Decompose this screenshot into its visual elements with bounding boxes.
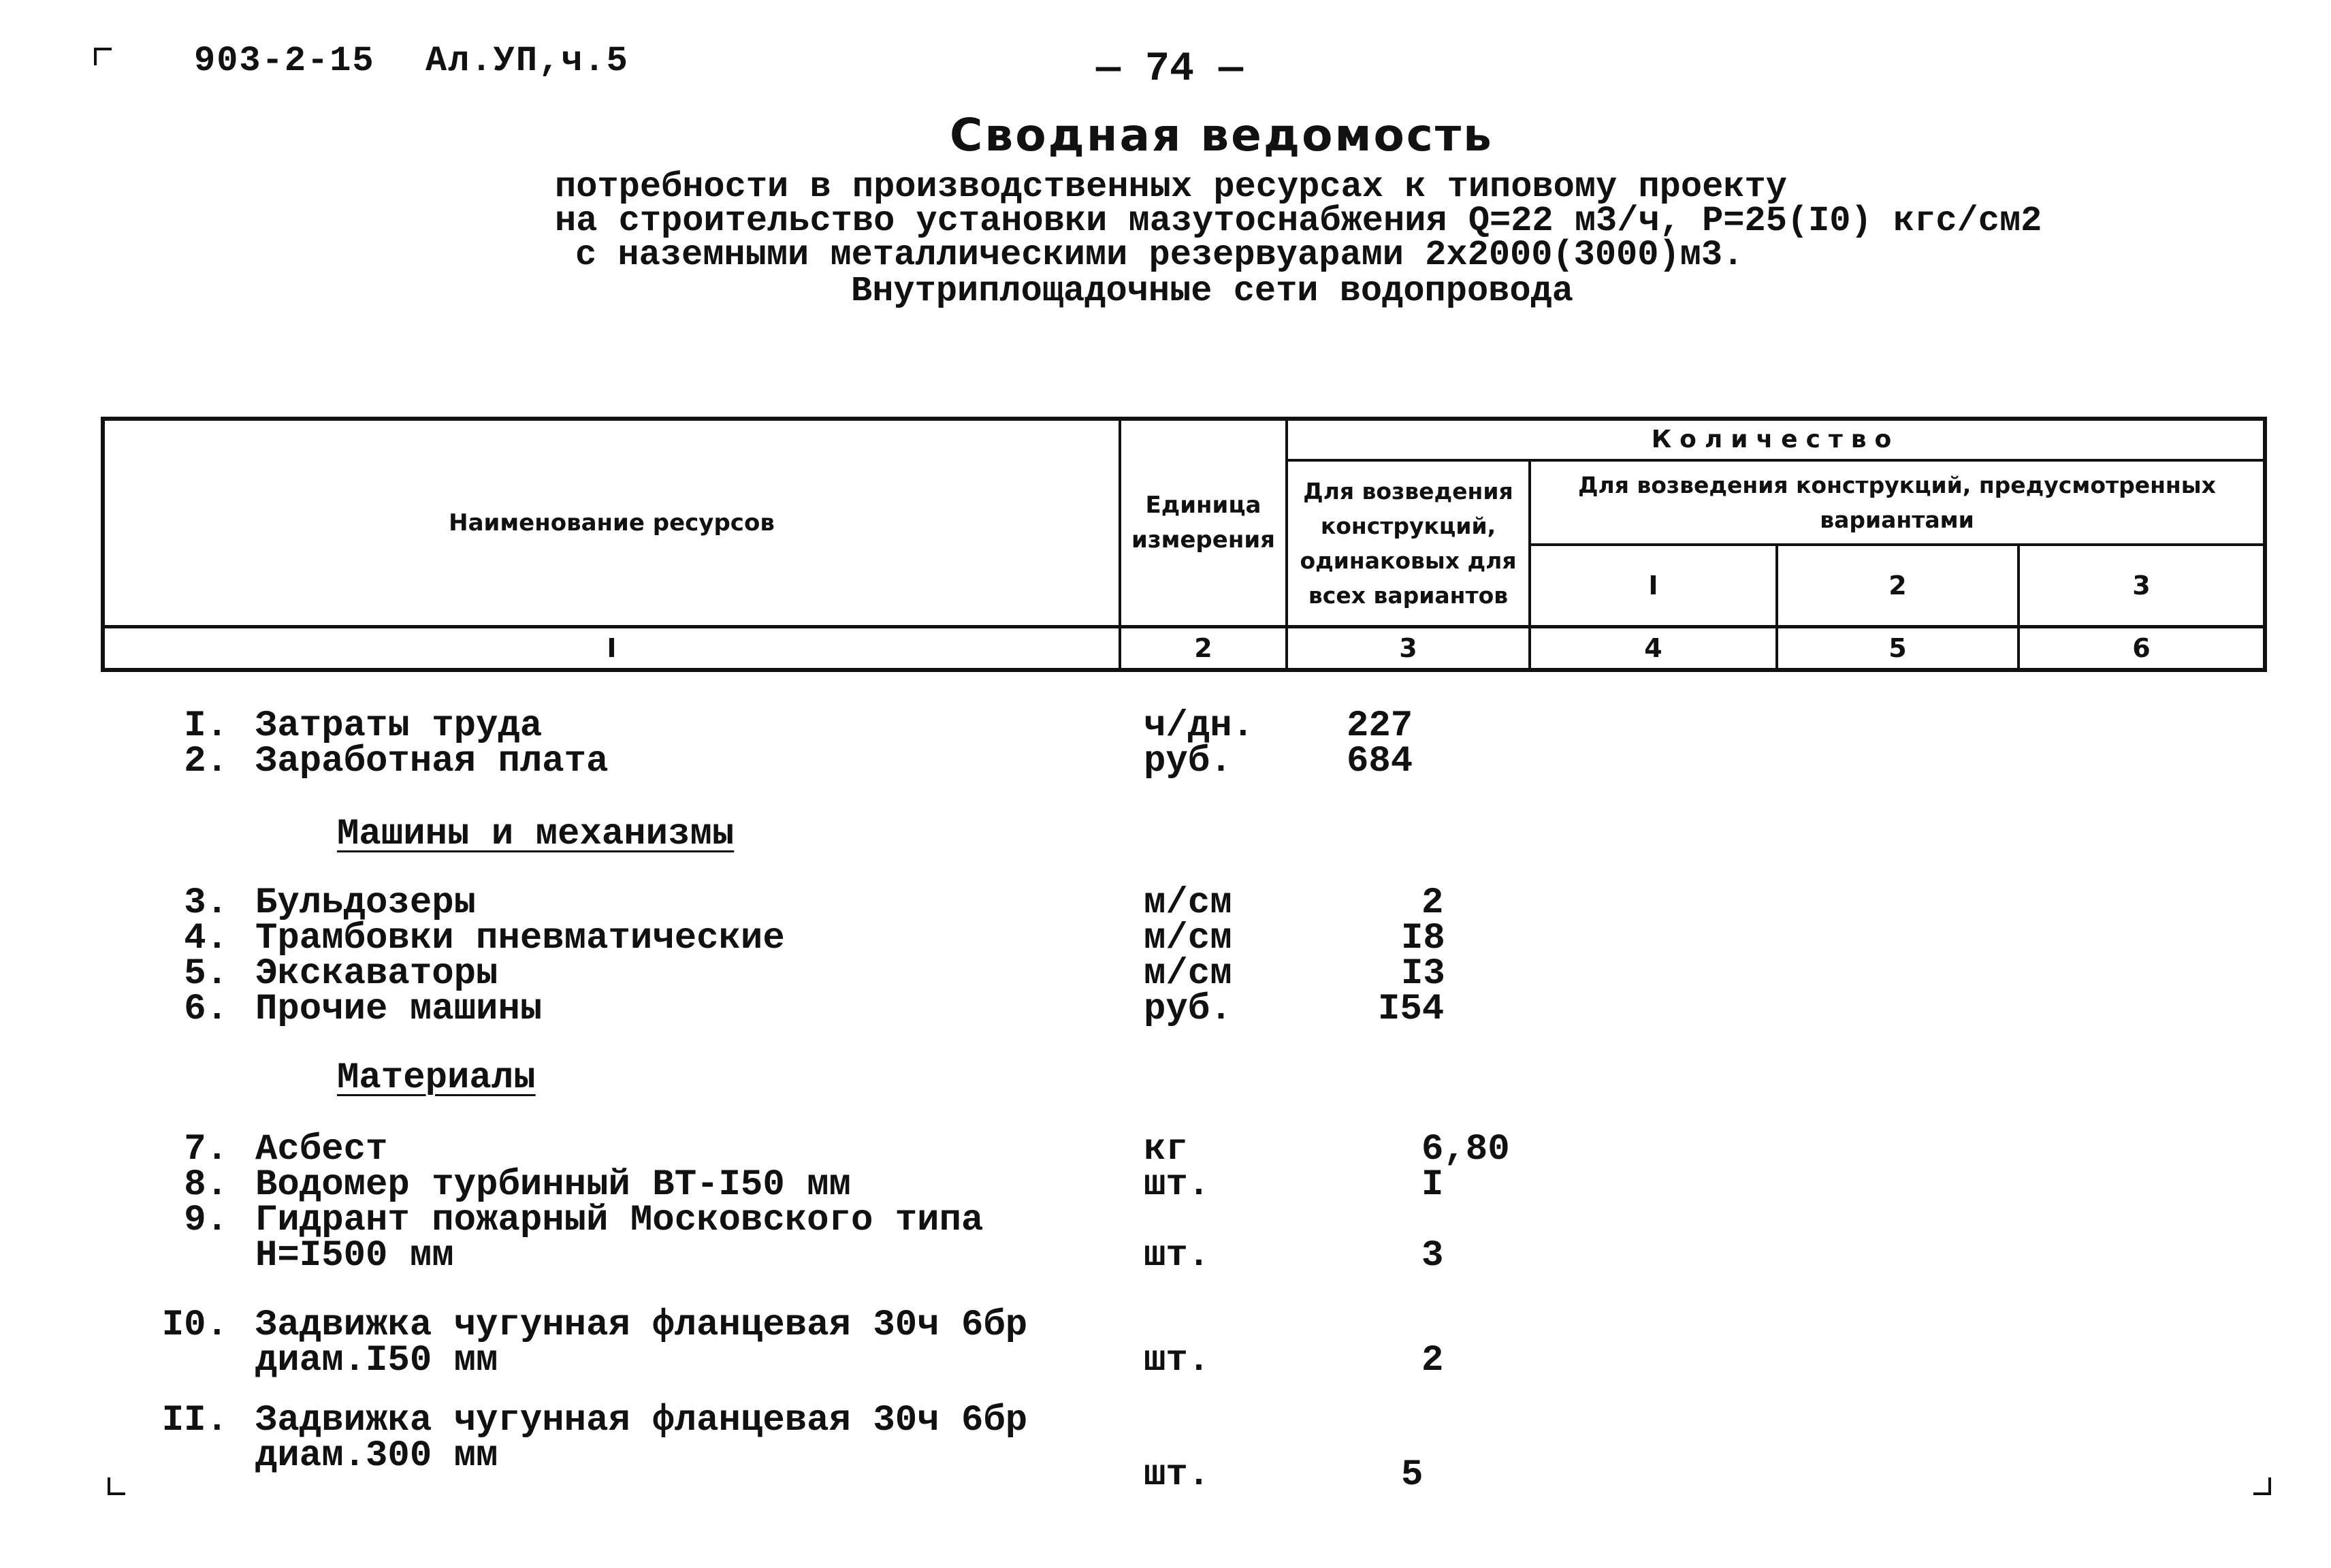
- quantity: 227: [1347, 705, 1413, 747]
- unit: руб.: [1144, 741, 1232, 782]
- unit: шт.: [1144, 1454, 1210, 1496]
- col-number-6: 6: [2132, 633, 2151, 663]
- row-number: 2.: [184, 741, 228, 782]
- unit: м/см: [1144, 918, 1232, 959]
- quantity: 5: [1401, 1454, 1424, 1496]
- row-number: 9.: [184, 1200, 228, 1241]
- unit: кг: [1144, 1129, 1188, 1170]
- page-number: — 74 —: [1096, 46, 1244, 93]
- col-number-3: 3: [1399, 633, 1417, 663]
- unit: шт.: [1144, 1340, 1210, 1381]
- col-number-2: 2: [1194, 633, 1212, 663]
- row-number: II.: [161, 1400, 228, 1441]
- row-number: 8.: [184, 1164, 228, 1206]
- resource-name: Заработная плата: [255, 741, 609, 782]
- resource-name: Трамбовки пневматические: [255, 918, 785, 959]
- quantity: 6,80: [1421, 1129, 1510, 1170]
- row-number: 7.: [184, 1129, 228, 1170]
- resource-name: Экскаваторы: [255, 953, 498, 995]
- resource-table-header: [101, 417, 2267, 672]
- resource-name: Гидрант пожарный Московского типа: [255, 1200, 984, 1241]
- corner-mark-bottom-left: [108, 1477, 125, 1495]
- resource-name-cont: диам.300 мм: [255, 1435, 498, 1477]
- row-number: I0.: [161, 1305, 228, 1346]
- row-number: 4.: [184, 918, 228, 959]
- resource-name: Прочие машины: [255, 989, 543, 1030]
- quantity: I: [1421, 1164, 1444, 1206]
- col-number-1: I: [607, 633, 617, 663]
- resource-name: Бульдозеры: [255, 882, 477, 924]
- quantity: I8: [1401, 918, 1445, 959]
- corner-mark-top-left: [94, 48, 112, 65]
- row-number: 6.: [184, 989, 228, 1030]
- quantity: I3: [1401, 953, 1445, 995]
- quantity: 2: [1421, 882, 1444, 924]
- col-number-5: 5: [1888, 633, 1907, 663]
- resource-name-cont: Н=I500 мм: [255, 1235, 454, 1277]
- col-header-variant-2: 2: [1888, 571, 1907, 601]
- unit: руб.: [1144, 989, 1232, 1030]
- col-header-resource-name: Наименование ресурсов: [449, 509, 775, 537]
- col-header-by-variants: Для возведения конструкций, предусмотренных вариантами: [1578, 471, 2216, 533]
- col-header-variant-1: I: [1648, 571, 1658, 601]
- subtitle-line-3: с наземными металлическими резервуарами 2х2000(3000)м3.: [575, 235, 1744, 275]
- col-header-same-for-all-variants: Для возведения конструкций, одинаковых для всех вариантов: [1300, 477, 1517, 609]
- quantity: 3: [1421, 1235, 1444, 1277]
- resource-name: Водомер турбинный ВТ-I50 мм: [255, 1164, 851, 1206]
- subtitle-line-2: на строительство установки мазутоснабжения Q=22 м3/ч, Р=25(I0) кгс/см2: [555, 201, 2042, 241]
- quantity: 2: [1421, 1340, 1444, 1381]
- col-header-variant-3: 3: [2132, 571, 2151, 601]
- resource-name: Задвижка чугунная фланцевая 30ч 6бр: [255, 1305, 1028, 1346]
- subtitle-line-4: Внутриплощадочные сети водопровода: [851, 271, 1573, 311]
- section-heading-materials: Материалы: [337, 1057, 536, 1099]
- resource-name: Задвижка чугунная фланцевая 30ч 6бр: [255, 1400, 1028, 1441]
- quantity: I54: [1378, 989, 1445, 1030]
- unit: м/см: [1144, 953, 1232, 995]
- col-header-quantity: Количество: [1651, 426, 1900, 453]
- quantity: 684: [1347, 741, 1413, 782]
- album-reference: Ал.УП,ч.5: [425, 41, 629, 81]
- corner-mark-bottom-right: [2253, 1477, 2271, 1495]
- row-number: 3.: [184, 882, 228, 924]
- row-number: 5.: [184, 953, 228, 995]
- document-title: Сводная ведомость: [950, 109, 1494, 161]
- subtitle-line-1: потребности в производственных ресурсах к типовому проекту: [555, 167, 1787, 207]
- resource-name: Асбест: [255, 1129, 388, 1170]
- resource-name: Затраты труда: [255, 705, 543, 747]
- row-number: I.: [184, 705, 228, 747]
- resource-name-cont: диам.I50 мм: [255, 1340, 498, 1381]
- unit: шт.: [1144, 1164, 1210, 1206]
- col-number-4: 4: [1644, 633, 1662, 663]
- col-header-unit: Единица измерения: [1131, 492, 1275, 554]
- section-heading-machines: Машины и механизмы: [337, 814, 735, 855]
- unit: ч/дн.: [1144, 705, 1255, 747]
- document-code: 903-2-15: [194, 41, 375, 81]
- unit: шт.: [1144, 1235, 1210, 1277]
- unit: м/см: [1144, 882, 1232, 924]
